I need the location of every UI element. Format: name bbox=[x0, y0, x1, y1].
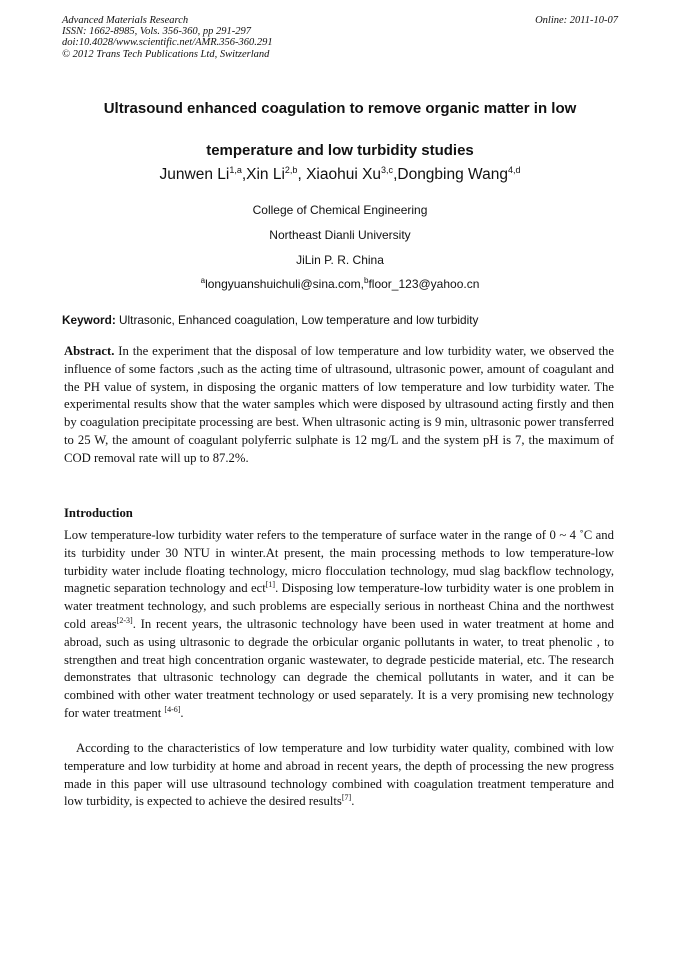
affiliation-college: College of Chemical Engineering bbox=[252, 203, 428, 217]
journal-name: Advanced Materials Research bbox=[62, 15, 189, 26]
online-date: Online: 2011-10-07 bbox=[535, 15, 618, 26]
intro-text: . Disposing low temperature-low turbidity water is one problem in water treatment technology, and such problems are especially serious in northeast China and the northwest cold areas bbox=[64, 581, 614, 631]
author-list bbox=[62, 165, 618, 185]
abstract-text: In the experiment that the disposal of low temperature and low turbidity water, we observed the influence of some factors ,such as the acting time of ultrasound, ultrasonic power, amount of coagulant and the PH value of system, in disposing the organic matters of low temperature and low turbidity water. The experimental results show that the water samples which were disposed by ultrasound acting firstly and then by coagulation precipitate processing are best. When ultrasonic acting is 9 min, ultrasonic power transferred to 25 W, the amount of coagulant polyferric sulphate is 12 mg/L and the system pH is 7, the maximum of COD removal rate will up to 87.2%. bbox=[64, 344, 614, 465]
author-affiliation-mark: 3,c bbox=[381, 165, 394, 175]
author-affiliation-mark: 1,a bbox=[229, 165, 242, 175]
author-name: Xin Li bbox=[246, 166, 285, 183]
title-line-2: temperature and low turbidity studies bbox=[206, 142, 474, 159]
affiliation-location: JiLin P. R. China bbox=[296, 253, 384, 267]
intro-text: . bbox=[351, 794, 355, 809]
author-affiliation-mark: 4,d bbox=[507, 165, 521, 175]
intro-paragraph-2 bbox=[64, 740, 614, 811]
intro-paragraph-1 bbox=[64, 527, 614, 723]
email-b[interactable]: floor_123@yahoo.cn bbox=[368, 277, 480, 291]
citation-ref[interactable]: [1] bbox=[265, 580, 276, 590]
abstract-label: Abstract. bbox=[64, 344, 115, 358]
author-name: Junwen Li bbox=[159, 166, 230, 183]
author-affiliation-mark: 2,b bbox=[284, 165, 298, 175]
paper-title bbox=[62, 88, 618, 172]
copyright-line: © 2012 Trans Tech Publications Ltd, Switzerland bbox=[62, 48, 270, 60]
issn-line: ISSN: 1662-8985, Vols. 356-360, pp 291-297 bbox=[62, 26, 251, 38]
intro-text: . bbox=[180, 705, 184, 720]
citation-ref[interactable]: [7] bbox=[341, 793, 352, 803]
author-name: Dongbing Wang bbox=[397, 166, 508, 183]
email-mark-a: a bbox=[200, 276, 206, 285]
author-separator: , bbox=[297, 166, 307, 183]
author-name: Xiaohui Xu bbox=[306, 166, 382, 183]
doi-line: doi:10.4028/www.scientific.net/AMR.356-360.291 bbox=[62, 37, 273, 49]
keywords bbox=[62, 312, 618, 328]
section-heading-introduction: Introduction bbox=[64, 506, 133, 520]
intro-text: According to the characteristics of low temperature and low turbidity water quality, combined with low temperature and low turbidity at home and abroad in recent years, the depth of processing the new progress made in this paper will use ultrasound technology combined with coagulation treatment temperature and low turbidity, is expected to achieve the desired results bbox=[64, 741, 614, 809]
email-mark-b: b bbox=[364, 276, 369, 285]
affiliation-university: Northeast Dianli University bbox=[269, 228, 411, 242]
intro-text: . In recent years, the ultrasonic technology have been used in water treatment at home and abroad, such as using ultrasonic to degrade the orbicular organic pollutants in water, to treat phenolic , to strengthen and treat high concentration organic wastewater, to degrade pesticide material, etc. The research demonstrates that ultrasonic technology can degrade the chemical pollutants in water, and it can be combined with other water treatment technology or used separately. It is a very promising new technology for water treatment bbox=[64, 616, 614, 720]
citation-ref[interactable]: [4-6] bbox=[164, 704, 181, 714]
intro-text: Low temperature-low turbidity water refers to the temperature of surface water in the range of 0 ~ 4 ˚C and its turbidity under 30 NTU in winter.At present, the main processing methods to low temperature-low turbidity water include floating technology, micro flocculation technology, mud slag backflow technology, magnetic separation technology and ect bbox=[64, 528, 614, 596]
keyword-label: Keyword: bbox=[62, 313, 116, 327]
author-separator: , bbox=[393, 166, 398, 183]
abstract bbox=[64, 343, 614, 468]
journal-header bbox=[62, 15, 618, 60]
title-line-1: Ultrasound enhanced coagulation to remove organic matter in low bbox=[103, 100, 577, 117]
keyword-text: Ultrasonic, Enhanced coagulation, Low temperature and low turbidity bbox=[115, 313, 479, 327]
author-emails bbox=[62, 277, 618, 291]
author-separator: , bbox=[241, 166, 247, 183]
citation-ref[interactable]: [2-3] bbox=[116, 615, 133, 625]
email-a[interactable]: longyuanshuichuli@sina.com, bbox=[205, 277, 364, 291]
